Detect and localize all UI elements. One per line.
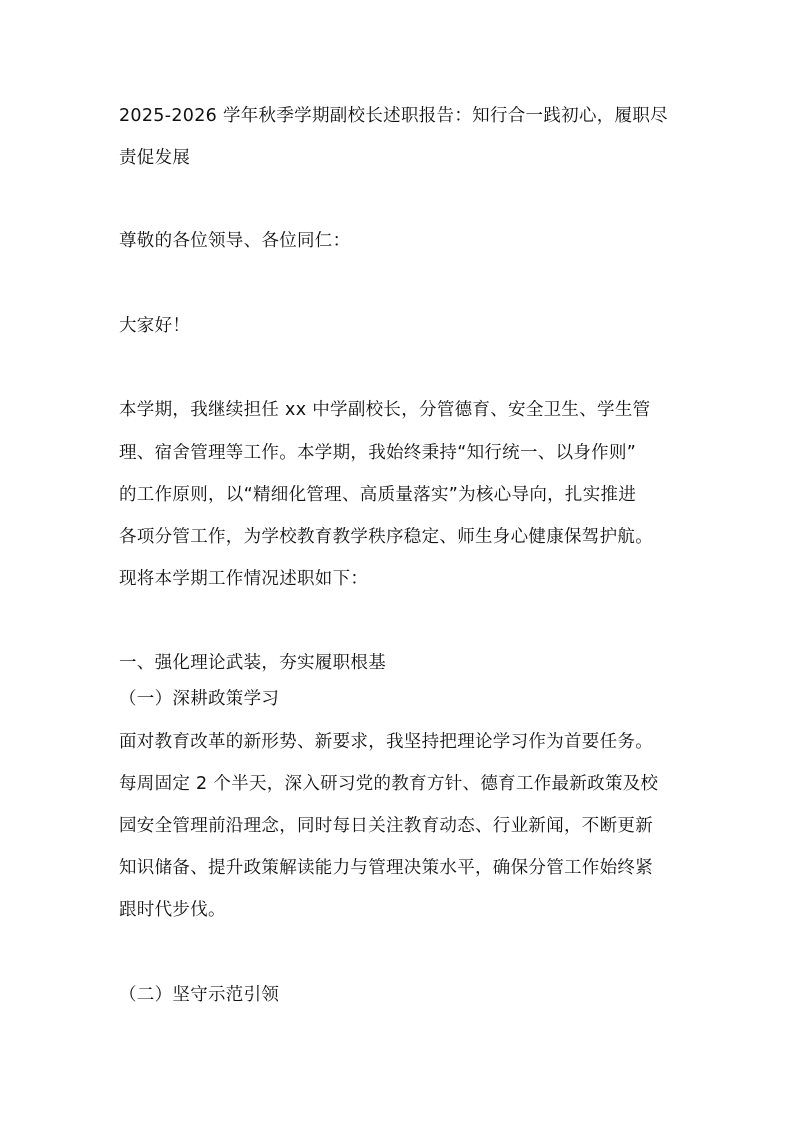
- intro-line-3: 的工作原则，以“精细化管理、高质量落实”为核心导向，扎实推进: [119, 485, 637, 505]
- intro-line-5: 现将本学期工作情况述职如下：: [119, 569, 369, 589]
- section-1-heading: 一、强化理论武装，夯实履职根基: [119, 653, 386, 673]
- report-title-line-2: 责促发展: [119, 148, 191, 168]
- intro-line-2: 理、宿舍管理等工作。本学期，我始终秉持“知行统一、以身作则”: [119, 443, 637, 463]
- greeting: 大家好！: [119, 316, 191, 336]
- subsection-1-line-5: 跟时代步伐。: [119, 900, 226, 920]
- subsection-1-line-2: 每周固定 2 个半天，深入研习党的教育方针、德育工作最新政策及校: [119, 774, 659, 794]
- subsection-2-heading: （二）坚守示范引领: [119, 985, 280, 1005]
- salutation: 尊敬的各位领导、各位同仁：: [119, 231, 351, 251]
- subsection-1-heading: （一）深耕政策学习: [119, 689, 280, 709]
- report-title-line-1: 2025-2026 学年秋季学期副校长述职报告：知行合一践初心，履职尽: [119, 106, 668, 126]
- intro-line-1: 本学期，我继续担任 xx 中学副校长，分管德育、安全卫生、学生管: [119, 400, 651, 420]
- intro-line-4: 各项分管工作，为学校教育教学秩序稳定、师生身心健康保驾护航。: [119, 527, 653, 547]
- subsection-1-line-3: 园安全管理前沿理念，同时每日关注教育动态、行业新闻，不断更新: [119, 816, 653, 836]
- subsection-1-line-1: 面对教育改革的新形势、新要求，我坚持把理论学习作为首要任务。: [119, 732, 653, 752]
- subsection-1-line-4: 知识储备、提升政策解读能力与管理决策水平，确保分管工作始终紧: [119, 858, 653, 878]
